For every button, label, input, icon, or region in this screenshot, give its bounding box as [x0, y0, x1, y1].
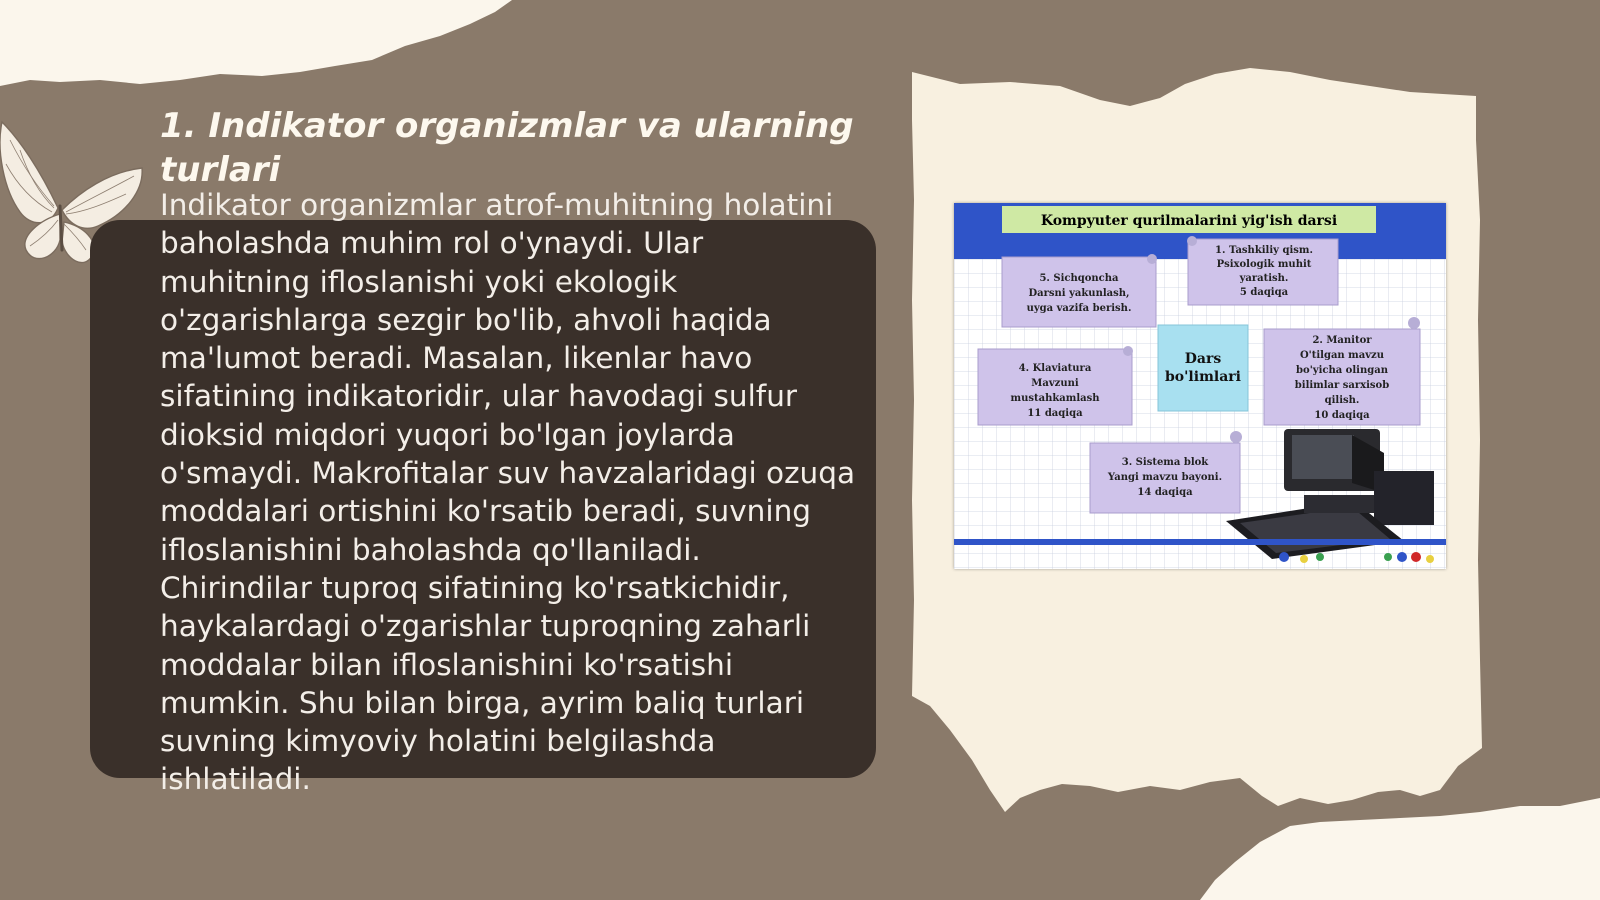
- svg-text:10 daqiqa: 10 daqiqa: [1314, 410, 1370, 421]
- lesson-diagram-image: [954, 203, 1446, 569]
- svg-text:3. Sistema blok: 3. Sistema blok: [1121, 457, 1209, 468]
- svg-text:5. Sichqoncha: 5. Sichqoncha: [1039, 273, 1119, 284]
- svg-text:uyga vazifa berish.: uyga vazifa berish.: [1026, 303, 1132, 314]
- lesson-box-tashkiliy: [1187, 236, 1338, 305]
- svg-text:Dars: Dars: [1184, 351, 1222, 367]
- svg-text:Mavzuni: Mavzuni: [1031, 378, 1079, 389]
- svg-text:yaratish.: yaratish.: [1239, 273, 1289, 284]
- svg-text:Darsni yakunlash,: Darsni yakunlash,: [1028, 288, 1130, 299]
- svg-text:1. Tashkiliy qism.: 1. Tashkiliy qism.: [1215, 245, 1313, 256]
- svg-text:bo'limlari: bo'limlari: [1165, 369, 1241, 385]
- body-paragraph: Indikator organizmlar atrof-muhitning holatini baholashda muhim rol o'ynaydi. Ular muhitning ifloslanishi yoki ekologik o'zgarishlarga sezgir bo'lib, ahvoli haqida ma'lumot beradi. Masalan, likenlar havo sifatining indikatoridir, ular havodagi sulfur dioksid miqdori yuqori bo'lgan joylarda o'smaydi. Makrofitalar suv havzalaridagi ozuqa moddalari ortishini ko'rsatib beradi, suvning ifloslanishini baholashda qo'llaniladi. Chirindilar tuproq sifatining ko'rsatkichidir, haykalardagi o'zgarishlar tuproqning zaharli moddalar bilan ifloslanishini ko'rsatishi mumkin. Shu bilan birga, ayrim baliq turlari suvning kimyoviy holatini belgilashda ishlatiladi.: [160, 188, 856, 797]
- section-title: 1. Indikator organizmlar va ularning turlari: [160, 106, 854, 190]
- svg-text:O'tilgan mavzu: O'tilgan mavzu: [1299, 350, 1385, 361]
- svg-text:bo'yicha olingan: bo'yicha olingan: [1296, 365, 1388, 376]
- lesson-center-box: [1158, 325, 1248, 411]
- lesson-box-sistema: [1090, 431, 1242, 513]
- svg-text:qilish.: qilish.: [1324, 395, 1360, 406]
- svg-text:2. Manitor: 2. Manitor: [1312, 335, 1372, 346]
- svg-text:mustahkamlash: mustahkamlash: [1010, 393, 1100, 404]
- lesson-box-monitor: [1264, 317, 1420, 425]
- svg-text:4. Klaviatura: 4. Klaviatura: [1018, 363, 1092, 374]
- svg-text:11 daqiqa: 11 daqiqa: [1027, 408, 1083, 419]
- svg-text:14 daqiqa: 14 daqiqa: [1137, 487, 1193, 498]
- lesson-box-klaviatura: [978, 346, 1133, 425]
- svg-text:Yangi mavzu bayoni.: Yangi mavzu bayoni.: [1107, 472, 1223, 483]
- svg-text:Psixologik muhit: Psixologik muhit: [1216, 259, 1312, 270]
- lesson-box-sichqoncha: [1002, 254, 1157, 327]
- slide-header-text: Kompyuter qurilmalarini yig'ish darsi: [1040, 213, 1338, 229]
- svg-text:bilimlar sarxisob: bilimlar sarxisob: [1294, 380, 1390, 391]
- svg-text:5 daqiqa: 5 daqiqa: [1239, 287, 1289, 298]
